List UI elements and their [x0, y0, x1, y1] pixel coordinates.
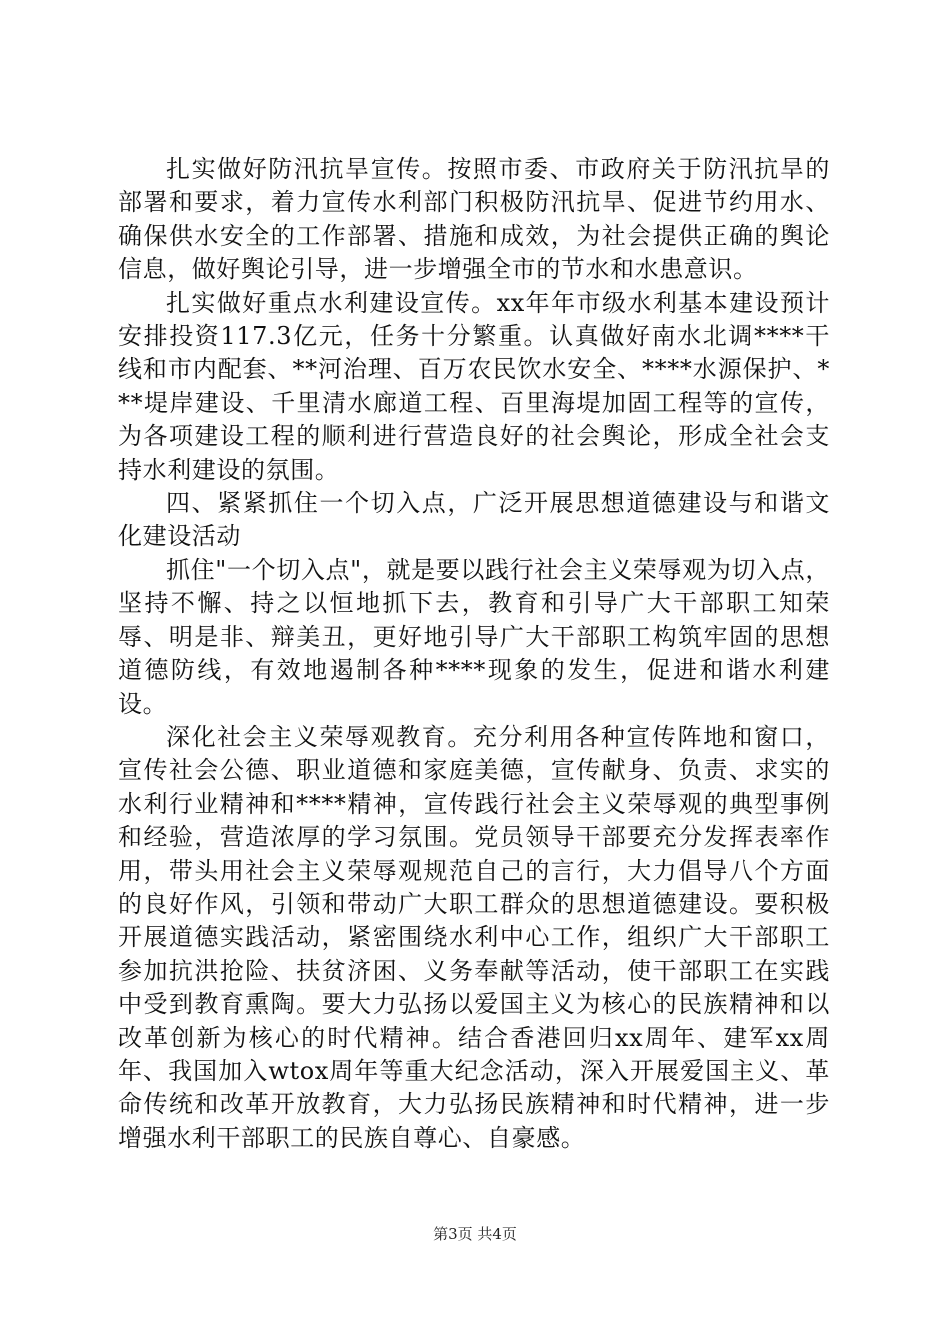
paragraph-entry-point: 抓住"一个切入点"，就是要以践行社会主义荣辱观为切入点，坚持不懈、持之以恒地抓下去，教育和引导广大干部职工知荣辱、明是非、辩美丑，更好地引导广大干部职工构筑牢固的思想道德防线，有效地遏制各种****现象的发生，促进和谐水利建设。 — [118, 555, 830, 718]
section-heading-four: 四、紧紧抓住一个切入点，广泛开展思想道德建设与和谐文化建设活动 — [118, 489, 830, 551]
page-number-footer: 第3页 共4页 — [433, 1225, 517, 1243]
paragraph-honor-education: 深化社会主义荣辱观教育。充分利用各种宣传阵地和窗口，宣传社会公德、职业道德和家庭美德，宣传献身、负责、求实的水利行业精神和****精神，宣传践行社会主义荣辱观的典型事例和经验，营造浓厚的学习氛围。党员领导干部要充分发挥表率作用，带头用社会主义荣辱观规范自己的言行，大力倡导八个方面的良好作风，引领和带动广大职工群众的思想道德建设。要积极开展道德实践活动，紧密围绕水利中心工作，组织广大干部职工参加抗洪抢险、扶贫济困、义务奉献等活动，使干部职工在实践中受到教育熏陶。要大力弘扬以爱国主义为核心的民族精神和以改革创新为核心的时代精神。结合香港回归xx周年、建军xx周年、我国加入wtox周年等重大纪念活动，深入开展爱国主义、革命传统和改革开放教育，大力弘扬民族精神和时代精神，进一步增强水利干部职工的民族自尊心、自豪感。 — [118, 722, 830, 1152]
paragraph-water-construction: 扎实做好重点水利建设宣传。xx年年市级水利基本建设预计安排投资117.3亿元，任务十分繁重。认真做好南水北调****干线和市内配套、**河治理、百万农民饮水安全、****水源保护、***堤岸建设、千里清水廊道工程、百里海堤加固工程等的宣传，为各项建设工程的顺利进行营造良好的社会舆论，形成全社会支持水利建设的氛围。 — [118, 288, 830, 484]
paragraph-flood-publicity: 扎实做好防汛抗旱宣传。按照市委、市政府关于防汛抗旱的部署和要求，着力宣传水利部门积极防汛抗旱、促进节约用水、确保供水安全的工作部署、措施和成效，为社会提供正确的舆论信息，做好舆论引导，进一步增强全市的节水和水患意识。 — [118, 155, 830, 284]
document-body — [118, 153, 830, 1155]
